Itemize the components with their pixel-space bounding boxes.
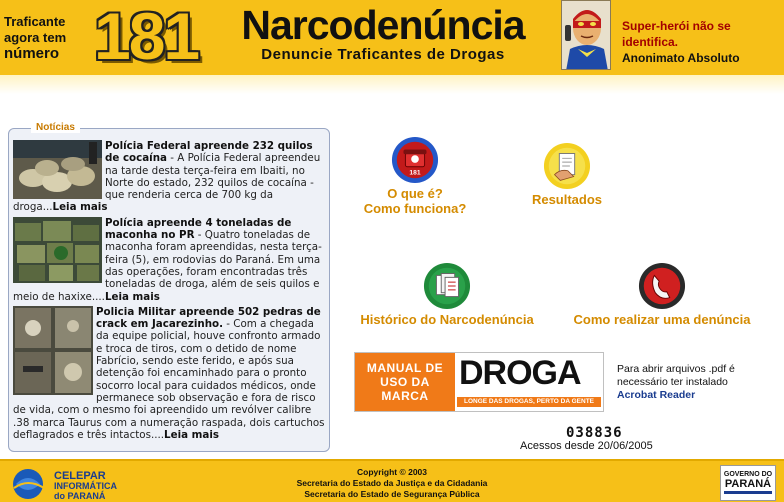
news-thumb-cocaine-icon[interactable] <box>13 140 102 199</box>
brand-title: Narcodenúncia <box>241 2 525 48</box>
header-stripe <box>0 75 784 94</box>
gov-line1: GOVERNO DO <box>723 471 773 478</box>
nav-historico[interactable] <box>352 262 542 327</box>
celepar-globe-icon <box>10 468 50 500</box>
banner-slogan: LONGE DAS DROGAS, PERTO DA GENTE <box>457 397 601 407</box>
celepar-name: CELEPAR <box>54 470 106 482</box>
news-item-title[interactable]: Policia Militar apreende 502 pedras de crack em Jacarezinho. <box>96 305 321 331</box>
governo-parana-logo[interactable] <box>720 465 776 501</box>
nav-oque-e-label2[interactable]: Como funciona? <box>363 201 467 216</box>
celepar-logo[interactable] <box>10 468 117 501</box>
banner-left-line1: MANUAL DE <box>366 361 444 375</box>
news-item-body: - Quatro toneladas de maconha foram apreendidas, nesta terça-feira (5), em rodovias do Paraná. Em uma das operações, foram encontradas três toneladas de droga, além de seis quilos e meio de haxixe.... <box>13 229 322 303</box>
brand-logo <box>232 2 534 63</box>
header-left-line2: agora tem <box>4 30 67 45</box>
pdf-line2: necessário ter instalado <box>617 376 728 388</box>
visit-counter-label: Acessos desde 20/06/2005 <box>520 440 653 452</box>
gov-line2: PARANÁ <box>724 478 772 490</box>
footer-line2: Secretaria do Estado da Justiça e da Cidadania <box>296 478 488 488</box>
superhero-icon <box>562 1 611 70</box>
footer <box>0 459 784 502</box>
number-181-logo: 181 <box>94 0 199 73</box>
header-right-line2: identifica. <box>622 35 679 49</box>
nav-como-realizar[interactable] <box>562 262 762 327</box>
celepar-text <box>54 471 117 501</box>
news-panel <box>8 122 330 452</box>
banner-droga-word: DROGA <box>459 354 581 392</box>
svg-text:181: 181 <box>409 169 421 177</box>
pdf-line1: Para abrir arquivos .pdf é <box>617 363 735 375</box>
visit-counter: 038836 <box>566 425 623 441</box>
document-hand-icon <box>543 142 591 190</box>
news-item-body: - A Polícia Federal apreendeu na tarde desta terça-feira em Ibaiti, no Norte do estado, 232 quilos de cocaína - que renderia cerca de 700 kg da droga... <box>13 152 321 214</box>
nav-como-realizar-label[interactable]: Como realizar uma denúncia <box>573 312 751 327</box>
news-item-title[interactable]: Polícia apreende 4 toneladas de maconha no PR <box>105 216 292 242</box>
header-left-text <box>4 14 88 62</box>
news-list <box>13 140 327 444</box>
news-thumb-crack-icon[interactable] <box>13 306 93 395</box>
superhero-image <box>561 0 611 70</box>
read-more-link[interactable]: Leia mais <box>164 428 219 441</box>
pdf-notice <box>617 363 777 402</box>
read-more-link[interactable]: Leia mais <box>104 290 160 303</box>
nav-oque-e[interactable] <box>360 136 470 216</box>
phone-handset-icon <box>638 262 686 310</box>
gov-bar <box>724 491 772 494</box>
banner-left-line2: USO DA MARCA <box>380 375 430 403</box>
documents-icon <box>423 262 471 310</box>
news-item <box>13 140 327 214</box>
brand-subtitle: Denuncie Traficantes de Drogas <box>261 46 505 63</box>
nav-resultados[interactable] <box>520 142 614 207</box>
nav-oque-e-label1[interactable]: O que é? <box>387 186 443 201</box>
header-right-line3: Anonimato Absoluto <box>622 51 740 65</box>
news-item-title[interactable]: Polícia Federal apreende 232 quilos de cocaína <box>105 140 313 165</box>
news-tab-label: Notícias <box>31 122 80 133</box>
header-left-line1: Traficante <box>4 14 66 29</box>
footer-line3: Secretaria do Estado de Segurança Pública <box>304 489 480 499</box>
manual-droga-banner[interactable] <box>354 352 604 412</box>
nav-historico-label[interactable]: Histórico do Narcodenúncia <box>360 312 534 327</box>
nav-resultados-label[interactable]: Resultados <box>531 192 603 207</box>
read-more-link[interactable]: Leia mais <box>52 201 108 214</box>
header-banner <box>0 0 784 75</box>
news-item <box>13 217 327 303</box>
acrobat-reader-link[interactable]: Acrobat Reader <box>617 389 696 401</box>
banner-right <box>455 353 603 411</box>
news-item-body: - Com a chegada da equipe policial, houve confronto armado e troca de tiros, com o detido de nome Fabrício, sendo este ferido, e após sua detenção foi encaminhado para o pronto socorro local para cuidados médicos, onde permanece sob observação e fora de risco de vida, com o mesmo foi apreendido um revólver calibre .38 marca Taurus com a numeração raspada, dois cartuchos deflagrados e três intactos.... <box>13 318 325 441</box>
footer-credits <box>282 467 502 500</box>
header-right-line1: Super-herói não se <box>622 19 731 33</box>
header-right-text <box>622 18 782 66</box>
phone-181-icon <box>391 136 439 184</box>
celepar-line3: do PARANÁ <box>54 491 106 501</box>
header-left-line3: número <box>4 45 60 62</box>
footer-copyright: Copyright © 2003 <box>356 467 428 477</box>
banner-left <box>355 353 455 411</box>
celepar-line2: INFORMÁTICA <box>54 481 117 491</box>
news-item <box>13 306 327 441</box>
news-thumb-marijuana-icon[interactable] <box>13 217 102 283</box>
